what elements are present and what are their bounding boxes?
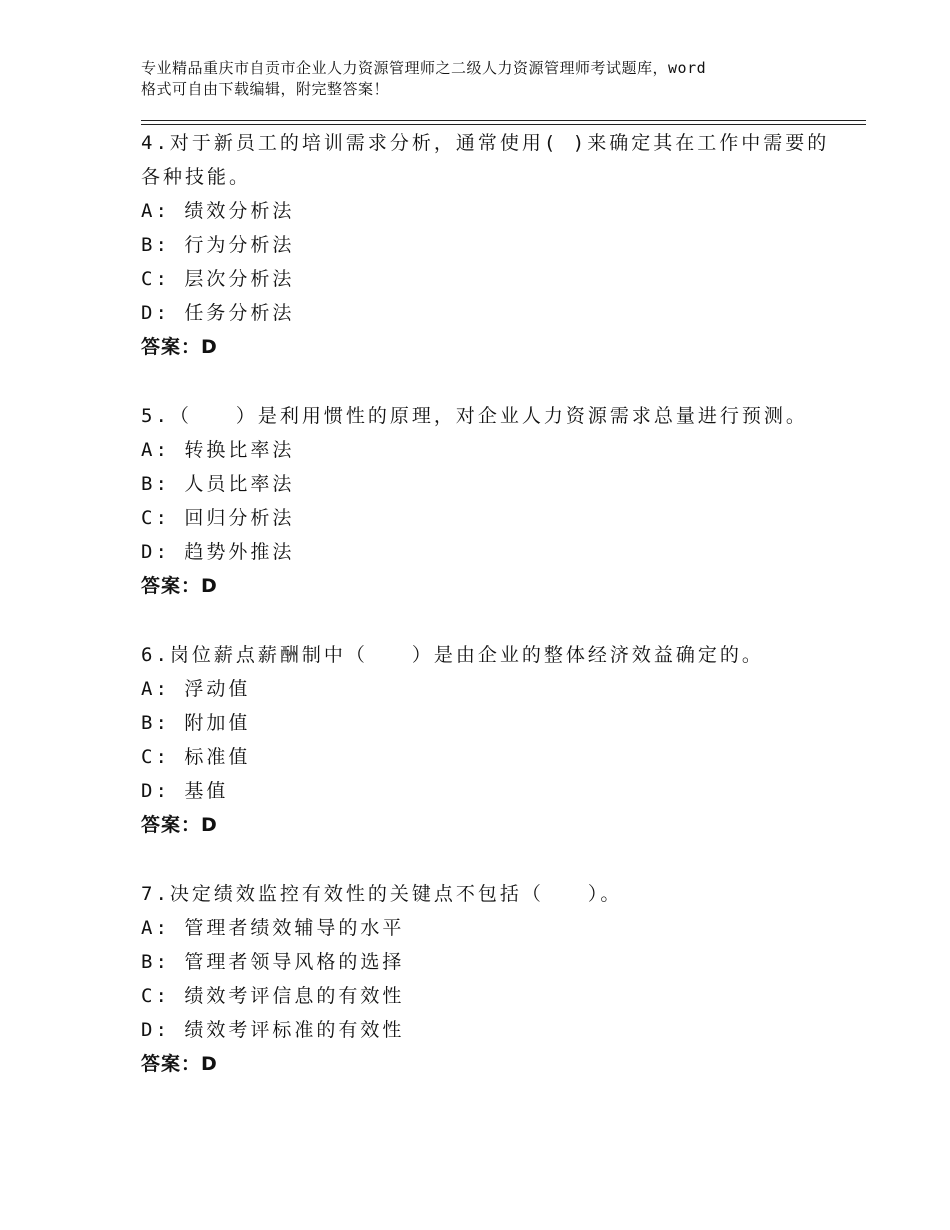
question-stem-line: 6.岗位薪点薪酬制中（ ）是由企业的整体经济效益确定的。 <box>141 644 764 666</box>
option-a: A: 绩效分析法 <box>141 200 295 222</box>
option-c: C: 回归分析法 <box>141 507 295 529</box>
question-5 <box>141 399 841 603</box>
option-a: A: 转换比率法 <box>141 439 295 461</box>
answer: 答案：D <box>141 1053 218 1075</box>
option-d: D: 基值 <box>141 780 229 802</box>
option-b: B: 附加值 <box>141 712 251 734</box>
header-line-1: 专业精品重庆市自贡市企业人力资源管理师之二级人力资源管理师考试题库，word <box>141 59 707 77</box>
answer: 答案：D <box>141 575 218 597</box>
option-b: B: 行为分析法 <box>141 234 295 256</box>
option-b: B: 管理者领导风格的选择 <box>141 951 405 973</box>
header-divider-top <box>141 120 866 121</box>
option-c: C: 标准值 <box>141 746 251 768</box>
question-stem-line: 5.（ ）是利用惯性的原理，对企业人力资源需求总量进行预测。 <box>141 405 808 427</box>
question-7 <box>141 877 841 1081</box>
option-c: C: 层次分析法 <box>141 268 295 290</box>
option-c: C: 绩效考评信息的有效性 <box>141 985 405 1007</box>
question-4 <box>141 126 841 364</box>
answer: 答案：D <box>141 814 218 836</box>
document-header <box>141 58 841 100</box>
option-b: B: 人员比率法 <box>141 473 295 495</box>
option-d: D: 任务分析法 <box>141 302 295 324</box>
header-line-2: 格式可自由下载编辑，附完整答案！ <box>141 80 390 98</box>
question-stem-line: 各种技能。 <box>141 166 252 188</box>
answer: 答案：D <box>141 336 218 358</box>
option-d: D: 绩效考评标准的有效性 <box>141 1019 405 1041</box>
header-divider-bottom <box>141 124 866 125</box>
question-6 <box>141 638 841 842</box>
question-stem-line: 4.对于新员工的培训需求分析，通常使用( )来确定其在工作中需要的 <box>141 132 830 154</box>
option-a: A: 浮动值 <box>141 678 251 700</box>
option-a: A: 管理者绩效辅导的水平 <box>141 917 405 939</box>
option-d: D: 趋势外推法 <box>141 541 295 563</box>
question-stem-line: 7.决定绩效监控有效性的关键点不包括（ ）。 <box>141 883 623 905</box>
